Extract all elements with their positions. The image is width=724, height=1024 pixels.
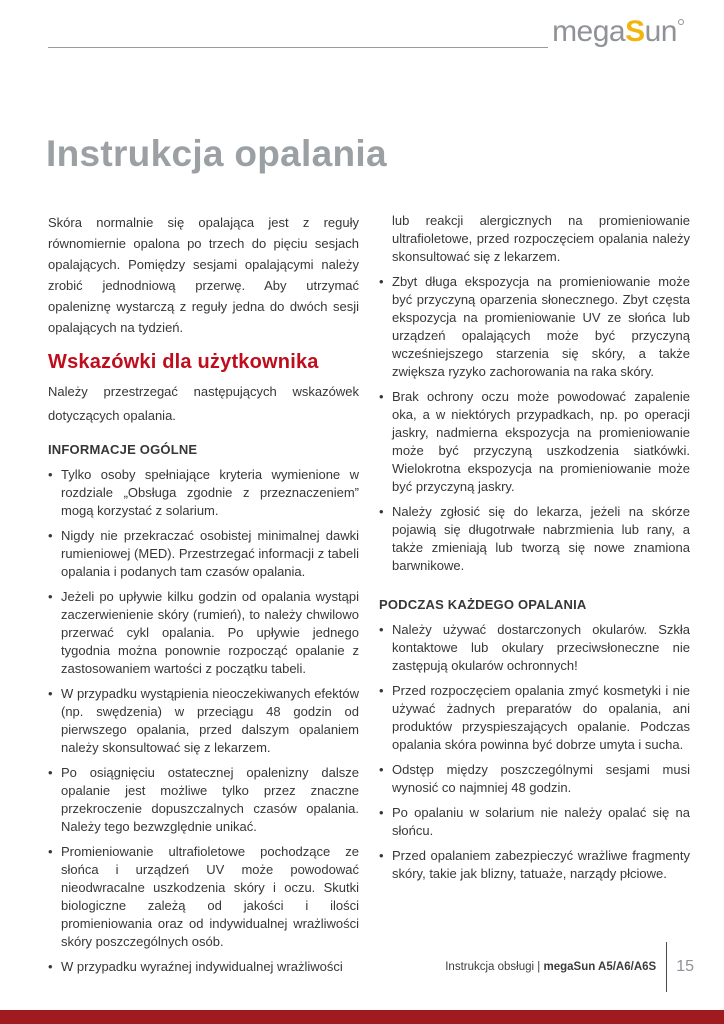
footer-doc-model: megaSun A5/A6/A6S: [543, 961, 657, 973]
list-item-text: Przed opalaniem zabezpieczyć wrażliwe fragmenty skóry, takie jak blizny, tatuaże, narządy płciowe.: [392, 848, 690, 881]
right-column: [379, 212, 690, 983]
list-item: [48, 466, 359, 520]
footer-doc-info: [445, 961, 656, 973]
list-item: [48, 527, 359, 581]
bullet-icon: •: [48, 589, 53, 604]
list-item: [379, 682, 690, 754]
list-item-text: W przypadku wystąpienia nieoczekiwanych efektów (np. swędzenia) w przeciągu 48 godzin od pierwszego opalania, przed dalszym opalaniem należy skonsultować się z lekarzem.: [61, 686, 359, 755]
list-item: [379, 804, 690, 840]
list-item: [379, 621, 690, 675]
footer: [445, 940, 694, 994]
footer-separator: |: [537, 961, 541, 973]
section-intro: Należy przestrzegać następujących wskazówek dotyczących opalania.: [48, 384, 359, 423]
list-item: [48, 685, 359, 757]
list-item-text: Należy zgłosić się do lekarza, jeżeli na skórze pojawią się długotrwałe nabrzmienia lub rany, a także zmieniają lub tworzą się nowe znamiona barwnikowe.: [392, 504, 690, 573]
list-item-text: Zbyt długa ekspozycja na promieniowanie może być przyczyną oparzenia słonecznego. Zbyt częsta ekspozycja na promieniowanie UV ze słońca lub urządzeń opalających może być przyczyną wcześniejszego starzenia się skóry, a także zwiększa ryzyko zachorowania na raka skóry.: [392, 274, 690, 379]
bullet-icon: •: [48, 686, 53, 701]
content-columns: [48, 212, 690, 983]
list-item-text: Odstęp między poszczególnymi sesjami musi wynosić co najmniej 48 godzin.: [392, 762, 690, 795]
during-bullet-list: [379, 621, 690, 883]
logo-text-mega: mega: [552, 15, 626, 48]
bullet-icon: •: [48, 844, 53, 859]
general-info-heading: INFORMACJE OGÓLNE: [48, 442, 198, 457]
list-item-text: Promieniowanie ultrafioletowe pochodzące ze słońca i urządzeń UV może powodować nieodwracalne uszkodzenia skóry i oczu. Skutki biologiczne zależą od jakości i ilości promieniowania oraz od indywidualnej wrażliwości skóry poszczególnych osób.: [61, 844, 359, 949]
bullet-icon: •: [48, 959, 53, 974]
footer-color-bar: [0, 1010, 724, 1024]
bullet-icon: •: [379, 848, 384, 863]
continuation-paragraph: lub reakcji alergicznych na promieniowanie ultrafioletowe, przed rozpoczęciem opalania należy skonsultować się z lekarzem.: [392, 213, 690, 264]
logo-text-s: S: [625, 15, 645, 48]
list-item: [379, 503, 690, 575]
list-item: [379, 273, 690, 381]
list-item: [379, 388, 690, 496]
bullet-icon: •: [379, 389, 384, 404]
logo-trademark-dot-icon: [678, 19, 684, 25]
header-rule: [48, 47, 548, 48]
general-bullet-list: [48, 466, 359, 951]
logo-text-un: un: [644, 15, 677, 48]
list-item-text: Przed rozpoczęciem opalania zmyć kosmetyki i nie używać żadnych preparatów do opalania, ani produktów przyspieszających opalanie. Podczas opalania skóra powinna być dobrze umyta i sucha.: [392, 683, 690, 752]
list-item: [48, 764, 359, 836]
bullet-icon: •: [379, 622, 384, 637]
warning-bullet-list: [379, 273, 690, 575]
list-item: [48, 588, 359, 678]
page-number: 15: [676, 958, 694, 975]
list-item-text: Należy używać dostarczonych okularów. Szkła kontaktowe lub okulary przeciwsłoneczne nie zastępują okularów ochronnych!: [392, 622, 690, 673]
intro-paragraph: Skóra normalnie się opalająca jest z reguły równomiernie opalona po trzech do pięciu sesjach opalających. Pomiędzy sesjami opalającymi należy zrobić jednodniową przerwę. Aby utrzymać opaleniznę wystarczą z reguły jedna do dwóch sesji opalających na tydzień.: [48, 215, 359, 335]
bullet-icon: •: [379, 805, 384, 820]
list-item: [48, 843, 359, 951]
list-item-text: W przypadku wyraźnej indywidualnej wrażliwości: [61, 959, 343, 974]
footer-divider: [666, 942, 667, 992]
bullet-icon: •: [48, 467, 53, 482]
list-item: [379, 761, 690, 797]
bullet-icon: •: [48, 528, 53, 543]
page-title: Instrukcja opalania: [46, 132, 387, 174]
list-item-text: Po osiągnięciu ostatecznej opalenizny dalsze opalanie jest możliwe tylko przez znaczne przekroczenie dopuszczalnych czasów opalania. Należy tego bezwzględnie unikać.: [61, 765, 359, 834]
bullet-icon: •: [379, 762, 384, 777]
list-item-text: Brak ochrony oczu może powodować zapalenie oka, a w niektórych przypadkach, np. po operacji jaskry, nadmierna ekspozycja na promieniowanie może być przyczyną uszkodzenia siatkówki. Wielokrotna ekspozycja na promieniowanie może być przyczyną jaskry.: [392, 389, 690, 494]
bullet-icon: •: [48, 765, 53, 780]
bullet-icon: •: [379, 683, 384, 698]
list-item-text: Nigdy nie przekraczać osobistej minimalnej dawki rumieniowej (MED). Przestrzegać informacji z tabeli opalania i podanych tam czasów opalania.: [61, 528, 359, 579]
during-tanning-heading: PODCZAS KAŻDEGO OPALANIA: [379, 597, 587, 612]
bullet-icon: •: [379, 504, 384, 519]
bullet-icon: •: [379, 274, 384, 289]
list-item-text: Tylko osoby spełniające kryteria wymienione w rozdziale „Obsługa zgodnie z przeznaczeniem” mogą korzystać z solarium.: [61, 467, 359, 518]
list-item: [379, 847, 690, 883]
left-column: [48, 212, 359, 983]
list-item-text: Po opalaniu w solarium nie należy opalać się na słońcu.: [392, 805, 690, 838]
footer-doc-label: Instrukcja obsługi: [445, 961, 535, 973]
list-item-text: Jeżeli po upływie kilku godzin od opalania wystąpi zaczerwienienie skóry (rumień), to należy chwilowo przerwać cykl opalania. Po upływie jednego tygodnia można ponownie rozpocząć opalanie z zastosowaniem wartości z początku tabeli.: [61, 589, 359, 676]
brand-logo: [552, 16, 684, 48]
section-heading: Wskazówki dla użytkownika: [48, 351, 319, 373]
list-item-split: [48, 958, 359, 976]
